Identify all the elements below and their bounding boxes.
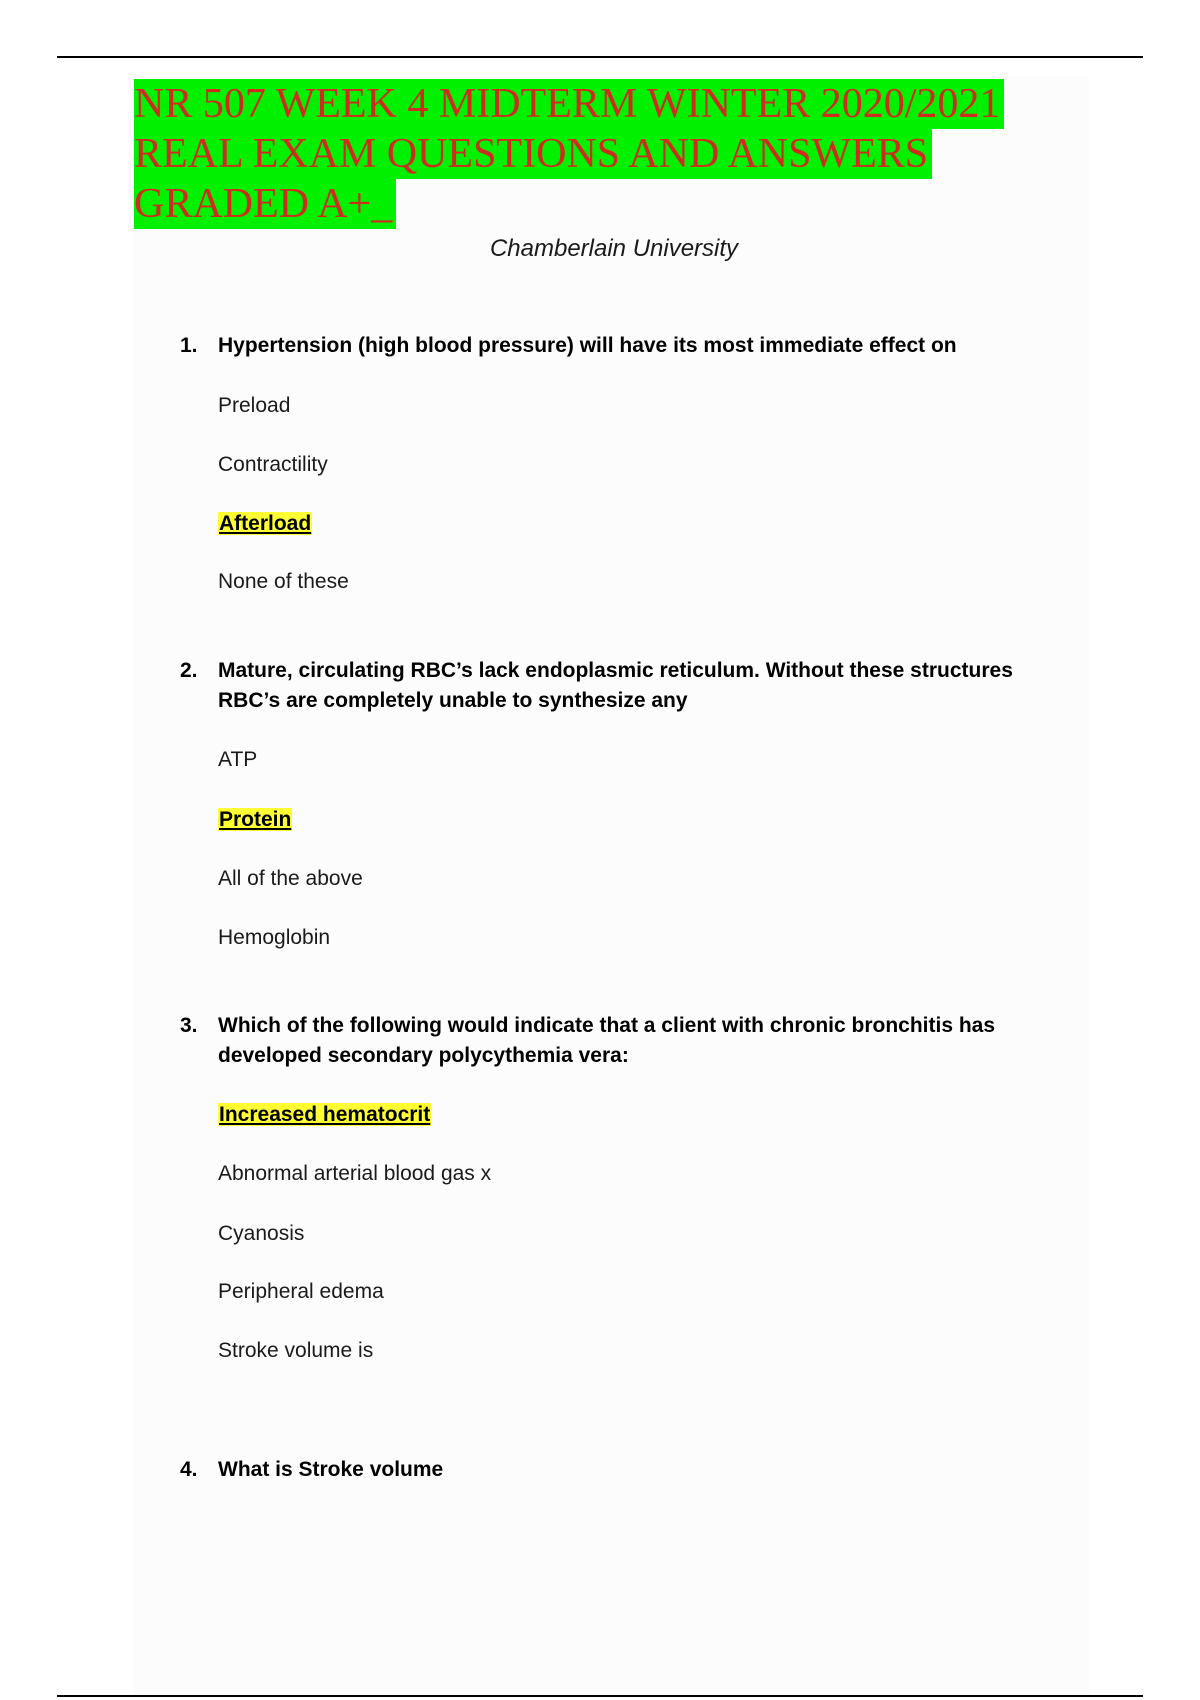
question-2-text: Mature, circulating RBC’s lack endoplasmic reticulum. Without these structures RBC’s are completely unable to synthesize any <box>218 659 1013 712</box>
question-2-option-atp: ATP <box>218 748 258 771</box>
question-1-correct-answer: Afterload <box>219 512 312 535</box>
question-2-option-hemoglobin: Hemoglobin <box>218 926 331 949</box>
question-1-number: 1. <box>180 334 198 357</box>
question-1-option-preload: Preload <box>218 394 291 417</box>
question-3-option-cyanosis: Cyanosis <box>218 1222 305 1245</box>
question-4-text: What is Stroke volume <box>218 1458 444 1481</box>
question-3-option-abg: Abnormal arterial blood gas x <box>218 1162 492 1185</box>
question-1-option-none: None of these <box>218 570 349 593</box>
question-3-header <box>180 1011 1080 1071</box>
question-1 <box>180 331 1080 593</box>
document-title <box>134 79 1094 229</box>
title-line-2: REAL EXAM QUESTIONS AND ANSWERS <box>134 129 932 179</box>
question-2-header <box>180 656 1080 716</box>
question-3-number: 3. <box>180 1014 198 1037</box>
question-4-number: 4. <box>180 1458 198 1481</box>
question-3-text: Which of the following would indicate that a client with chronic bronchitis has developed secondary polycythemia vera: <box>218 1014 996 1067</box>
question-3 <box>180 1011 1080 1362</box>
question-2 <box>180 656 1080 949</box>
question-1-header <box>180 331 1080 361</box>
title-line-1: NR 507 WEEK 4 MIDTERM WINTER 2020/2021 <box>134 79 1004 129</box>
university-subtitle: Chamberlain University <box>489 235 739 262</box>
question-3-correct-answer: Increased hematocrit <box>219 1103 431 1126</box>
bottom-rule <box>57 1695 1143 1697</box>
question-2-correct-answer: Protein <box>219 808 292 831</box>
question-2-number: 2. <box>180 659 198 682</box>
top-rule <box>57 56 1143 58</box>
question-3-option-edema: Peripheral edema <box>218 1280 384 1303</box>
question-2-option-protein <box>218 805 292 835</box>
title-line-3: GRADED A+_ <box>134 179 396 229</box>
question-3-option-stroke-volume: Stroke volume is <box>218 1339 374 1362</box>
question-1-option-afterload <box>218 509 312 539</box>
question-1-text: Hypertension (high blood pressure) will have its most immediate effect on <box>218 334 957 357</box>
question-3-option-hematocrit <box>218 1100 431 1130</box>
question-4 <box>180 1455 1080 1485</box>
question-2-option-all: All of the above <box>218 867 363 890</box>
question-4-header <box>180 1455 1080 1485</box>
question-1-option-contractility: Contractility <box>218 453 328 476</box>
